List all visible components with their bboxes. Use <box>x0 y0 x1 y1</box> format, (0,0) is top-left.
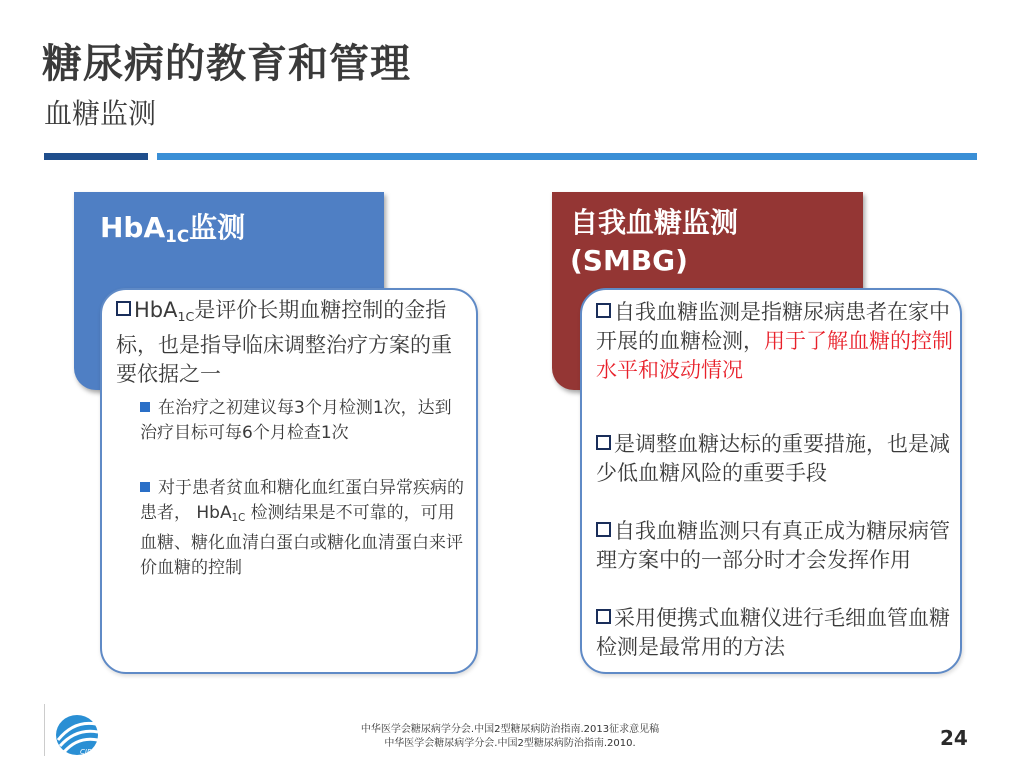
checkbox-bullet-icon <box>596 522 611 537</box>
hba1c-subpoint-anemia: 对于患者贫血和糖化血红蛋白异常疾病的患者， HbA$_{1C}$ 检测结果是不可靠的，可用血糖、糖化血清白蛋白或糖化血清蛋白来评价血糖的控制 <box>140 478 464 579</box>
reference-1: 中华医学会糖尿病学分会.中国2型糖尿病防治指南.2013征求意见稿 <box>360 724 660 735</box>
square-bullet-icon <box>140 402 150 412</box>
smbg-header-text: 自我血糖监测 (SMBG) <box>570 206 739 277</box>
smbg-point-integration: 自我血糖监测只有真正成为糖尿病管理方案中的一部分时才会发挥作用 <box>596 519 950 572</box>
reference-2: 中华医学会糖尿病学分会.中国2型糖尿病防治指南.2010. <box>384 738 636 749</box>
checkbox-bullet-icon <box>116 301 131 316</box>
cide-logo <box>50 710 104 764</box>
checkbox-bullet-icon <box>596 303 611 318</box>
slide-subtitle: 血糖监测 <box>44 97 157 130</box>
page-number: 24 <box>940 726 968 750</box>
references <box>300 723 720 751</box>
smbg-point-definition: 自我血糖监测是指糖尿病患者在家中开展的血糖检测，用于了解血糖的控制水平和波动情况 <box>596 300 953 382</box>
title-underline-light <box>157 153 977 160</box>
square-bullet-icon <box>140 482 150 492</box>
hba1c-subpoint-frequency: 在治疗之初建议每3个月检测1次，达到治疗目标可每6个月检查1次 <box>140 398 452 443</box>
hba1c-main-point: HbA$_{1C}$是评价长期血糖控制的金指标，也是指导临床调整治疗方案的重要依据之一 <box>116 298 452 386</box>
slide-title: 糖尿病的教育和管理 <box>42 41 411 87</box>
checkbox-bullet-icon <box>596 435 611 450</box>
checkbox-bullet-icon <box>596 609 611 624</box>
svg-text:CIDE: CIDE <box>80 748 97 756</box>
hba1c-panel <box>100 288 478 674</box>
smbg-point-importance: 是调整血糖达标的重要措施，也是减少低血糖风险的重要手段 <box>596 432 950 485</box>
smbg-panel <box>580 288 962 674</box>
title-underline-dark <box>44 153 148 160</box>
hba1c-header-text: HbA$_{1C}$监测 <box>100 211 246 247</box>
footer-divider <box>44 704 45 756</box>
smbg-point-method: 采用便携式血糖仪进行毛细血管血糖检测是最常用的方法 <box>596 606 950 659</box>
